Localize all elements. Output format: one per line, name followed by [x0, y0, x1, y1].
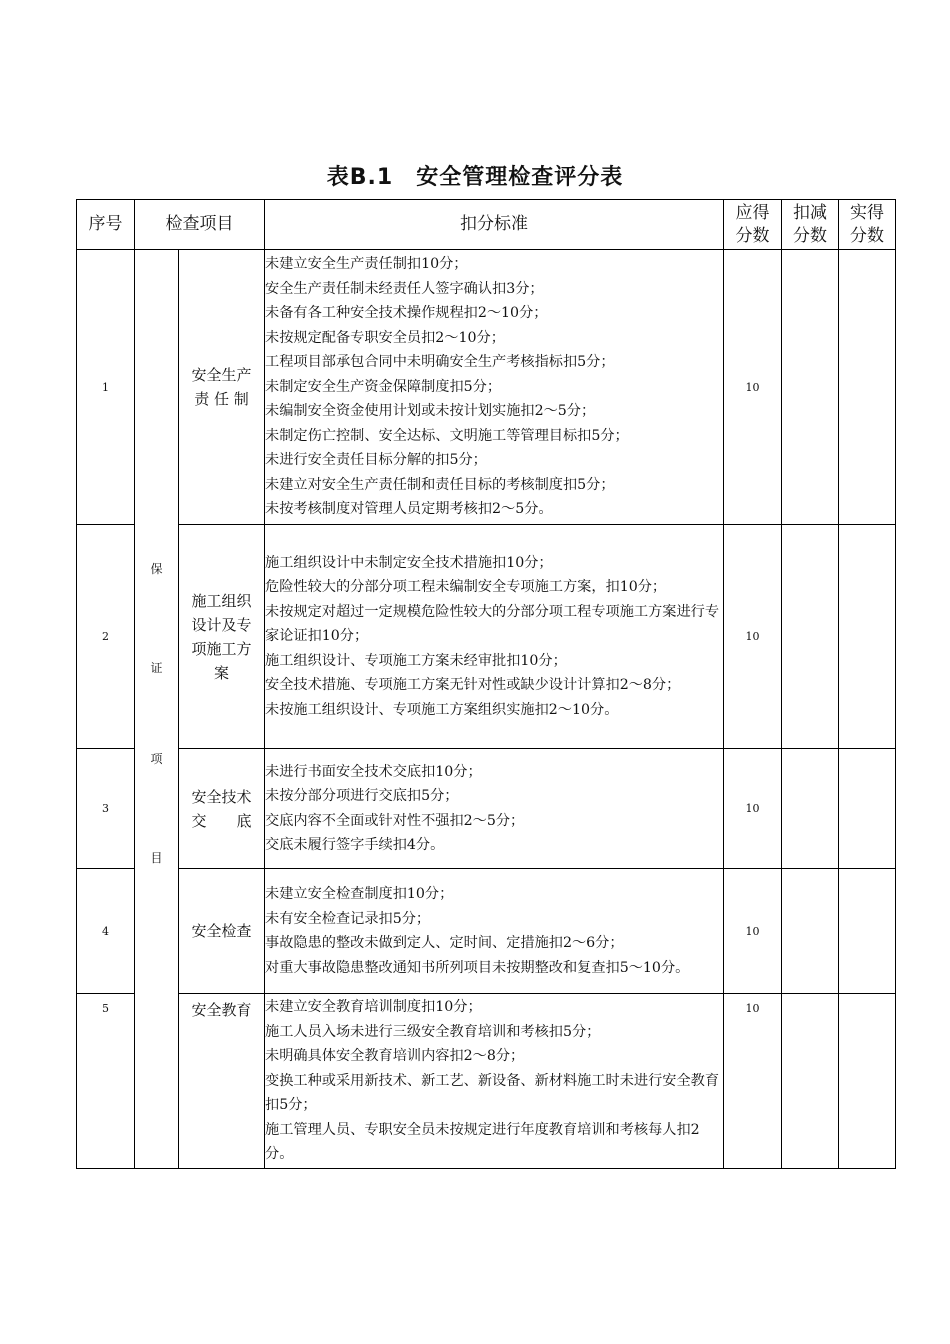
standard-line: 未按规定对超过一定规模危险性较大的分部分项工程专项施工方案进行专家论证扣10分；: [265, 603, 720, 645]
actual-score-cell[interactable]: [839, 869, 896, 994]
standard-line: 未建立对安全生产责任制和责任目标的考核制度扣5分；: [265, 476, 615, 493]
header-actual-line1: 实得: [850, 202, 884, 223]
due-score: 10: [724, 869, 782, 994]
header-seq: 序号: [77, 200, 135, 250]
row-item: [179, 250, 265, 525]
header-deduct-score: [782, 200, 839, 250]
item-line: 施工组织: [191, 591, 252, 610]
due-score: 10: [724, 994, 782, 1169]
deduct-score-cell[interactable]: [782, 250, 839, 525]
actual-score-cell[interactable]: [839, 525, 896, 749]
table-row: [77, 250, 896, 525]
item-line: 项施工方: [191, 639, 252, 658]
standard-line: 变换工种或采用新技术、新工艺、新设备、新材料施工时未进行安全教育扣5分；: [265, 1072, 720, 1114]
standard-line: 未建立安全教育培训制度扣10分；: [265, 999, 482, 1016]
row-seq: 3: [77, 749, 135, 869]
due-score: 10: [724, 749, 782, 869]
row-standards: [265, 994, 724, 1169]
header-row: [77, 200, 896, 250]
item-line: 案: [213, 663, 229, 682]
standard-line: 危险性较大的分部分项工程未编制安全专项施工方案，扣10分；: [265, 579, 667, 596]
standard-line: 未按规定配备专职安全员扣2～10分；: [265, 329, 505, 346]
category-char: 项: [150, 752, 163, 766]
standard-line: 未按施工组织设计、专项施工方案组织实施扣2～10分。: [265, 701, 619, 718]
row-seq: 2: [77, 525, 135, 749]
header-deduct-line1: 扣减: [793, 202, 827, 223]
actual-score-cell[interactable]: [839, 749, 896, 869]
deduct-score-cell[interactable]: [782, 525, 839, 749]
item-line: 安全技术: [191, 787, 252, 806]
standard-line: 未进行安全责任目标分解的扣5分；: [265, 452, 487, 469]
row-standards: [265, 250, 724, 525]
standard-line: 未编制安全资金使用计划或未按计划实施扣2～5分；: [265, 403, 596, 420]
actual-score-cell[interactable]: [839, 994, 896, 1169]
header-due-score: [724, 200, 782, 250]
item-line: 安全生产: [191, 366, 252, 384]
row-standards: [265, 869, 724, 994]
table-row: [77, 525, 896, 749]
item-line: 安全教育: [191, 1001, 252, 1019]
standard-line: 交底未履行签字手续扣4分。: [265, 837, 445, 853]
standard-line: 对重大事故隐患整改通知书所列项目未按期整改和复查扣5～10分。: [265, 959, 690, 976]
row-item: [179, 749, 265, 869]
table-title: 表B.1 安全管理检查评分表: [326, 165, 624, 190]
table-row: [77, 869, 896, 994]
safety-score-table: [76, 199, 896, 1169]
standard-line: 施工管理人员、专职安全员未按规定进行年度教育培训和考核每人扣2分。: [265, 1121, 700, 1163]
category-char: 保: [150, 562, 163, 576]
standard-line: 施工组织设计中未制定安全技术措施扣10分；: [265, 554, 553, 571]
deduct-score-cell[interactable]: [782, 749, 839, 869]
table-row: [77, 994, 896, 1169]
header-item: 检查项目: [135, 200, 265, 250]
standard-line: 未备有各工种安全技术操作规程扣2～10分；: [265, 305, 548, 322]
standard-line: 未制定伤亡控制、安全达标、文明施工等管理目标扣5分；: [265, 427, 629, 444]
header-due-line1: 应得: [735, 202, 770, 223]
category-cell: [135, 250, 179, 1169]
item-line: 设计及专: [191, 615, 252, 634]
actual-score-cell[interactable]: [839, 250, 896, 525]
due-score: 10: [724, 250, 782, 525]
header-standard: 扣分标准: [265, 200, 724, 250]
standard-line: 安全生产责任制未经责任人签字确认扣3分；: [265, 280, 544, 297]
item-line: 交 底: [191, 811, 252, 830]
table-row: [77, 749, 896, 869]
standard-line: 施工组织设计、专项施工方案未经审批扣10分；: [265, 652, 567, 669]
standard-line: 未制定安全生产资金保障制度扣5分；: [265, 378, 502, 395]
header-deduct-line2: 分数: [793, 225, 827, 246]
standard-line: 未按考核制度对管理人员定期考核扣2～5分。: [265, 501, 553, 518]
row-seq: 4: [77, 869, 135, 994]
deduct-score-cell[interactable]: [782, 994, 839, 1169]
category-char: 证: [150, 661, 163, 675]
row-item: [179, 994, 265, 1169]
row-standards: [265, 749, 724, 869]
header-actual-score: [839, 200, 896, 250]
standard-line: 事故隐患的整改未做到定人、定时间、定措施扣2～6分；: [265, 935, 624, 951]
standard-line: 施工人员入场未进行三级安全教育培训和考核扣5分；: [265, 1023, 601, 1040]
standard-line: 未明确具体安全教育培训内容扣2～8分；: [265, 1048, 525, 1065]
row-seq: 1: [77, 250, 135, 525]
category-char: 目: [150, 851, 163, 865]
row-seq: 5: [77, 994, 135, 1169]
row-item: [179, 525, 265, 749]
item-line: 责 任 制: [194, 390, 249, 408]
standard-line: 交底内容不全面或针对性不强扣2～5分；: [265, 812, 525, 829]
deduct-score-cell[interactable]: [782, 869, 839, 994]
due-score: 10: [724, 525, 782, 749]
standard-line: 未有安全检查记录扣5分；: [265, 910, 431, 927]
row-item: [179, 869, 265, 994]
standard-line: 安全技术措施、专项施工方案无针对性或缺少设计计算扣2～8分；: [265, 677, 681, 694]
row-standards: [265, 525, 724, 749]
standard-line: 未建立安全生产责任制扣10分；: [265, 256, 468, 273]
header-due-line2: 分数: [735, 225, 770, 246]
standard-line: 未进行书面安全技术交底扣10分；: [265, 763, 482, 780]
standard-line: 未按分部分项进行交底扣5分；: [265, 788, 459, 804]
standard-line: 未建立安全检查制度扣10分；: [265, 886, 454, 902]
item-line: 安全检查: [191, 922, 252, 940]
header-actual-line2: 分数: [850, 225, 884, 246]
standard-line: 工程项目部承包合同中未明确安全生产考核指标扣5分；: [265, 354, 615, 371]
